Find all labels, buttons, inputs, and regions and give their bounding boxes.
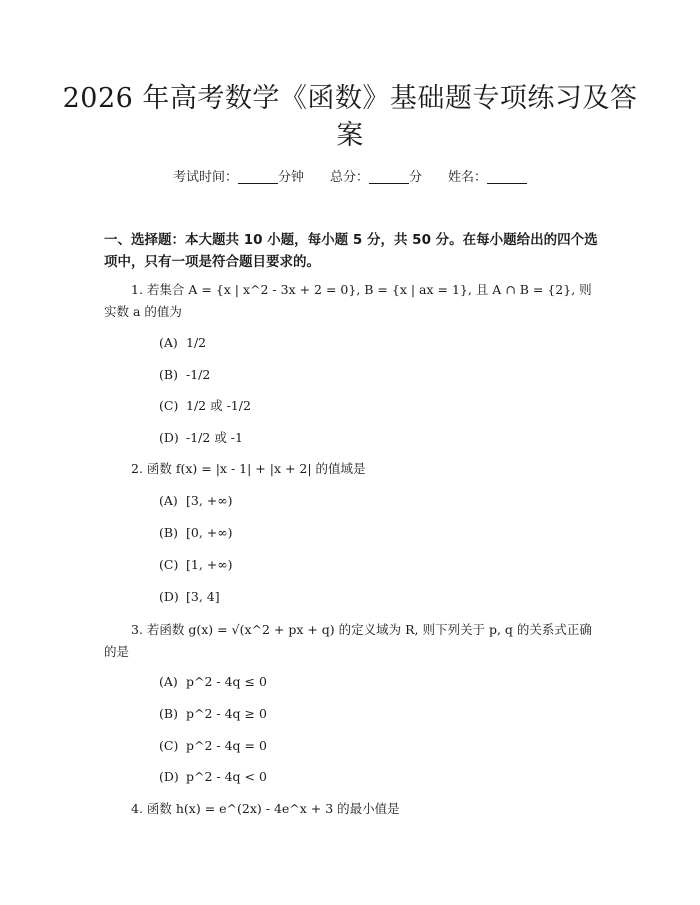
- option-text: p^2 - 4q = 0: [186, 738, 267, 753]
- option-label: (D): [159, 769, 179, 784]
- question-3-option-b: [159, 704, 267, 724]
- option-label: (D): [159, 589, 179, 604]
- option-label: (B): [159, 367, 178, 382]
- option-text: p^2 - 4q < 0: [186, 769, 267, 784]
- score-unit: 分: [409, 170, 423, 185]
- score-blank[interactable]: [369, 169, 409, 184]
- time-label: 考试时间：: [172, 170, 238, 185]
- time-blank[interactable]: [238, 169, 278, 184]
- option-text: [3, 4]: [186, 589, 220, 604]
- option-label: (D): [159, 430, 179, 445]
- option-text: [0, +∞): [186, 525, 233, 540]
- section-heading: 一、选择题：本大题共 10 小题，每小题 5 分，共 50 分。在每小题给出的四个选项中，只有一项是符合题目要求的。: [104, 232, 598, 270]
- option-text: -1/2: [186, 367, 211, 382]
- question-2-stem: 2. 函数 f(x) = |x - 1| + |x + 2| 的值域是: [131, 461, 366, 476]
- question-3-option-c: [159, 736, 267, 756]
- option-text: 1/2 或 -1/2: [186, 398, 251, 413]
- option-label: (B): [159, 525, 178, 540]
- name-label: 姓名：: [448, 170, 488, 185]
- question-2-option-c: [159, 555, 233, 575]
- exam-info-line: [0, 168, 700, 188]
- document-title: 2026 年高考数学《函数》基础题专项练习及答案: [62, 83, 638, 151]
- time-unit: 分钟: [277, 170, 304, 185]
- option-label: (A): [159, 674, 178, 689]
- question-3-option-d: [159, 767, 267, 787]
- option-text: p^2 - 4q ≥ 0: [186, 706, 267, 721]
- option-text: -1/2 或 -1: [186, 430, 243, 445]
- option-text: 1/2: [186, 335, 207, 350]
- question-1-option-a: [159, 333, 206, 353]
- option-text: p^2 - 4q ≤ 0: [186, 674, 267, 689]
- option-label: (C): [159, 557, 179, 572]
- option-text: [1, +∞): [186, 557, 233, 572]
- question-1-stem: 1. 若集合 A = {x | x^2 - 3x + 2 = 0}, B = {x | ax = 1}, 且 A ∩ B = {2}, 则实数 a 的值为: [104, 282, 592, 319]
- option-label: (B): [159, 706, 178, 721]
- question-4-stem: 4. 函数 h(x) = e^(2x) - 4e^x + 3 的最小值是: [131, 801, 400, 816]
- question-3-stem: 3. 若函数 g(x) = √(x^2 + px + q) 的定义域为 R, 则下列关于 p, q 的关系式正确的是: [104, 622, 592, 659]
- question-2-option-b: [159, 523, 233, 543]
- option-text: [3, +∞): [186, 493, 233, 508]
- question-1-option-b: [159, 365, 210, 385]
- score-label: 总分：: [329, 170, 369, 185]
- question-3-option-a: [159, 672, 267, 692]
- question-2-option-d: [159, 587, 220, 607]
- question-1-option-c: [159, 396, 251, 416]
- option-label: (C): [159, 738, 179, 753]
- option-label: (A): [159, 335, 178, 350]
- question-1-option-d: [159, 428, 243, 448]
- option-label: (C): [159, 398, 179, 413]
- question-2-option-a: [159, 491, 233, 511]
- name-blank[interactable]: [487, 169, 527, 184]
- option-label: (A): [159, 493, 178, 508]
